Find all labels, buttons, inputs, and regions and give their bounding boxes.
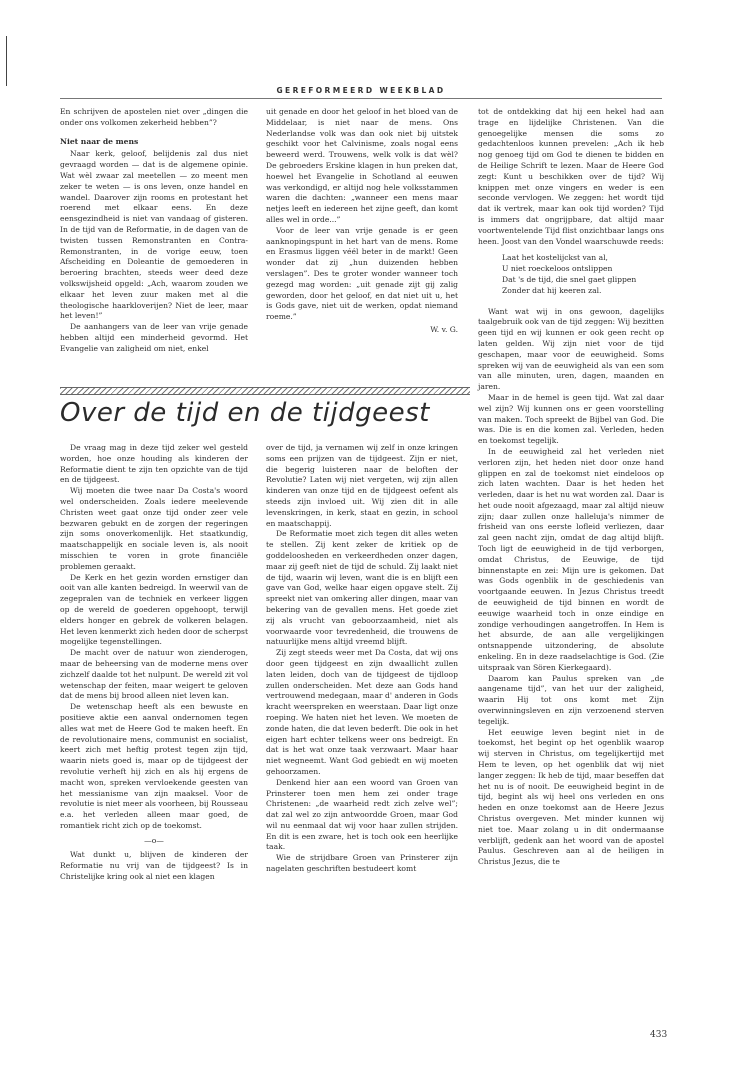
paragraph: De aanhangers van de leer van vrije genade hebben altijd een minderheid gevormd. Het Evangelie van zaligheid om niet, enkel — [60, 322, 248, 353]
paragraph: Wij moeten die twee naar Da Costa's woord wel onderscheiden. Zoals iedere meelevende Christen weet gaat onze tijd onder zeer vele bezwaren gebukt en de zorgen der regeringen zijn soms onoverkomenlijk. Het staatkundig, maatschappelijk en sociale leven is, als nooit misschien te voren in grote financiële problemen geraakt. — [60, 486, 248, 571]
paragraph: Daarom kan Paulus spreken van „de aangename tijd”, van het uur der zaligheid, waarin Hij tot ons komt met Zijn overwinningsleven en zijn verzoenend sterven tegelijk. — [478, 673, 664, 726]
scan-edge-line — [6, 36, 7, 86]
top-article-col-2 — [266, 107, 458, 336]
article-col-2 — [266, 443, 458, 875]
poem-line: Dat 's de tijd, die snel gaet glippen — [502, 274, 637, 284]
paragraph: En schrijven de apostelen niet over „dingen die onder ons volkomen zekerheid hebben”? — [60, 107, 248, 127]
article-col-1 — [60, 443, 248, 883]
paragraph: uit genade en door het geloof in het bloed van de Middelaar, is niet naar de mens. Ons Nederlandse volk was dan ook niet bij uitstek geschikt voor het Calvinisme, zoals nogal eens beweerd werd. Trouwens, welk volk is dat wèl? De gebroeders Erskine klagen in hun preken dat, hoewel het Evangelie in Schotland al eeuwen was verkondigd, er altijd nog hele volksstammen waren die dachten: „wanneer een mens maar netjes leeft en iedereen het zijne geeft, dan komt alles wel in orde...” — [266, 107, 458, 224]
paragraph: De macht over de natuur won zienderogen, maar de beheersing van de moderne mens over zichzelf daalde tot het nulpunt. De wereld zit vol wetenschap der feiten, maar weigert te geloven dat de mens bij brood alleen niet leven kan. — [60, 648, 248, 701]
paragraph: Naar kerk, geloof, belijdenis zal dus niet gevraagd worden — dat is de algemene opinie. Wat wèl zwaar zal meetellen — zo meent men zeker te weten — is ons leven, onze handel en wandel. Daarover zijn rooms en protestant het roerend met elkaar eens. En deze eensgezindheid is niet van vandaag of gisteren. In de tijd van de Reformatie, in de dagen van de twisten tussen Remonstranten en Contra-Remonstranten, in de vorige eeuw, toen Afscheiding en Doleantie de gemoederen in beroering brachten, steeds weer deed deze volkswijsheid opgeld: „Ach, waarom zouden we elkaar het leven zuur maken met al die theologische haarkloverijen? Niet de leer, maar het leven!” — [60, 149, 248, 321]
header-rule — [60, 98, 662, 99]
paragraph: Zij zegt steeds weer met Da Costa, dat wij ons door geen tijdgeest en zijn dwaallicht zullen laten leiden, doch van de tijdgeest de tijdloop zullen onderscheiden. Met deze aan Gods hand vertrouwend medegaan, maar d' anderen in Gods kracht weerspreken en weerstaan. Daar ligt onze roeping. We haten niet het leven. We moeten de zonde haten, die dat leven bederft. Die ook in het eigen hart echter telkens weer ons bedreigt. En dat is het wat onze taak verzwaart. Maar haar niet wegneemt. Want God gebiedt en wij moeten gehoorzamen. — [266, 648, 458, 776]
paragraph: In de eeuwigheid zal het verleden niet verloren zijn, het heden niet door onze hand glippen en zal de toekomst niet eindeloos op zich laten wachten. Daar is het heden het verleden, daar is het nu wat worden zal. Daar is het oude nooit afgezaagd, maar zal altijd nieuw zijn; daar zullen onze halleluja's nimmer de frisheid van ons eerste lofleid verliezen, daar zal geen nacht zijn, omdat de dag altijd blijft. Toch ligt de eeuwigheid in de tijd verborgen, omdat Christus, de Eeuwige, de tijd binnenstapte en zei: Mijn ure is gekomen. Dat was Gods ogenblik in de geschiedenis van voortgaande eeuwen. In Jezus Christus treedt de eeuwigheid de tijd binnen en wordt de eeuwige waarheid toch in onze eindige en zondige verhoudingen aangetroffen. In Hem is het absurde, de aan alle vergelijkingen ontsnappende uitzondering, de absolute enkeling. En in deze raadselachtige is God. (Zie uitspraak van Sören Kierkegaard). — [478, 446, 664, 672]
paragraph: Wat dunkt u, blijven de kinderen der Reformatie nu vrij van de tijdgeest? Is in Christelijke kring ook al niet een klagen — [60, 850, 248, 882]
paragraph: De vraag mag in deze tijd zeker wel gesteld worden, hoe onze houding als kinderen der Reformatie dient te zijn ten opzichte van de tijd en de tijdgeest. — [60, 443, 248, 485]
right-column — [478, 107, 664, 868]
section-separator: —o— — [144, 835, 164, 845]
paragraph: Wie de strijdbare Groen van Prinsterer zijn nagelaten geschriften bestudeert komt — [266, 853, 458, 874]
paragraph: Denkend hier aan een woord van Groen van Prinsterer toen men hem zei onder trage Christenen: „de waarheid redt zich zelve wel”; dat zal wel zo zijn antwoordde Groen, maar God wil nu eenmaal dat wij voor haar zullen strijden. En dit is een zware, het is toch ook een heerlijke taak. — [266, 777, 458, 852]
paragraph: De wetenschap heeft als een bewuste en positieve aktie een aanval ondernomen tegen alles wat met de Heere God te maken heeft. En de revolutionaire mens, communist en socialist, keert zich met heftig protest tegen zijn tijd, waarin niets goed is, maar op de tijdgeest der revolutie verheft hij zich en als hij ergens de macht won, spreken vervloekende geesten van het messianisme van zijn maaksel. Voor de revolutie is niet meer als voorheen, bij Rousseau e.a. het verleden alleen maar goed, de romantiek richt zich op de toekomst. — [60, 702, 248, 830]
paragraph: Maar in de hemel is geen tijd. Wat zal daar wel zijn? Wij kunnen ons er geen voorstelling van maken. Toch spreekt de Bijbel van God. Die was. Die is en die komen zal. Verleden, heden en toekomst tegelijk. — [478, 392, 664, 446]
top-article-col-1 — [60, 107, 248, 355]
paragraph: De Kerk en het gezin worden ernstiger dan ooit van alle kanten bedreigd. In weerwil van de zegepralen van de techniek en verkeer liggen op de wereld de goederen opgehoopt, terwijl elders honger en gebrek de volkeren belagen. Het leven kenmerkt zich heden door de scherpst mogelijke tegenstellingen. — [60, 572, 248, 647]
article-title: Over de tijd en de tijdgeest — [60, 398, 430, 428]
paragraph: tot de ontdekking dat hij een hekel had aan trage en lijdelijke Christenen. Van die genoegelijke mensen die soms zo gedachtenloos kunnen prevelen: „Ach ik heb nog genoeg tijd om God te dienen te bidden en de Heilige Schrift te lezen. Maar de Heere God zegt: Kunt u beschikken over de tijd? Wij knippen met onze vingers en weder is een seconde vervlogen. We zeggen: het wordt tijd dat ik vertrek, maar kan ook tijd worden? Tijd is immers dat ongrijpbare, dat altijd maar voortwentelende Tijd flist onzichtbaar langs ons heen. Joost van den Vondel waarschuwde reeds: — [478, 107, 664, 246]
page-number: 433 — [650, 1030, 668, 1040]
paragraph: Voor de leer van vrije genade is er geen aanknopingspunt in het hart van de mens. Rome en Erasmus liggen véél beter in de markt! Geen wonder dat zij „hun duizenden hebben verslagen”. Des te groter wonder wanneer toch gezegd mag worden: „uit genade zijt gij zalig geworden, door het geloof, en dat niet uit u, het is Gods gave, niet uit de werken, opdat niemand roeme.” — [266, 225, 458, 322]
subheading: Niet naar de mens — [60, 136, 139, 146]
running-header: GEREFORMEERD WEEKBLAD — [276, 86, 446, 95]
paragraph: De Reformatie moet zich tegen dit alles weten te stellen. Zij kent zeker de kritiek op de goddeloosheden en verkeerdheden onzer dagen, maar zij geeft niet de tijd de schuld. Zij laakt niet de tijd, waarin wij leven, want die is en blijft een gave van God, welke haar eigen opgave stelt. Zij spreekt niet van omkering aller dingen, maar van bekering van de gevallen mens. Het goede ziet zij als vrucht van geboorzaamheid, niet als voorwaarde voor tevredenheid, die trouwens de natuurlijke mens altijd vreemd blijft. — [266, 529, 458, 647]
paragraph: over de tijd, ja vernamen wij zelf in onze kringen soms een prijzen van de tijdgeest. Zijn er niet, die begerig luisteren naar de beloften der Revolutie? Laten wij niet vergeten, wij zijn allen kinderen van onze tijd en de tijdgeest oefent als steeds zijn invloed uit. Wij zien dit in alle levenskringen, in kerk, staat en gezin, in school en maatschappij. — [266, 443, 458, 528]
author-signature: W. v. G. — [430, 324, 458, 334]
poem-line: U niet roeckeloos ontslippen — [502, 264, 613, 274]
paragraph: Het eeuwige leven begint niet in de toekomst, het begint op het ogenblik waarop wij sterven in Christus, om tegelijkertijd met Hem te leven, op het ogenblik dat wij niet langer zeggen: Ik heb de tijd, maar beseffen dat het nu is of nooit. De eeuwigheid begint in de tijd, begint als wij heel ons verleden en ons heden en onze toekomst aan de Heere Jezus Christus overgeven. Met minder kunnen wij niet toe. Maar zolang u in dit ondermaanse verblijft, gedenk aan het woord van de apostel Paulus. Geschreven aan al de heiligen in Christus Jezus, die te — [478, 727, 664, 867]
poem-line: Zonder dat hij keeren zal. — [502, 285, 602, 295]
poem-line: Laat het kostelijckst van al, — [502, 253, 608, 263]
vondel-poem — [502, 253, 664, 296]
article-divider — [60, 387, 470, 395]
paragraph: Want wat wij in ons gewoon, dagelijks taalgebruik ook van de tijd zeggen: Wij bezitten geen tijd en wij kunnen er ook geen recht op laten gelden. Wij zijn niet voor de tijd geschapen, maar voor de eeuwigheid. Soms spreken wij van de eeuwigheid als van een som van alle minuten, uren, dagen, maanden en jaren. — [478, 306, 664, 392]
